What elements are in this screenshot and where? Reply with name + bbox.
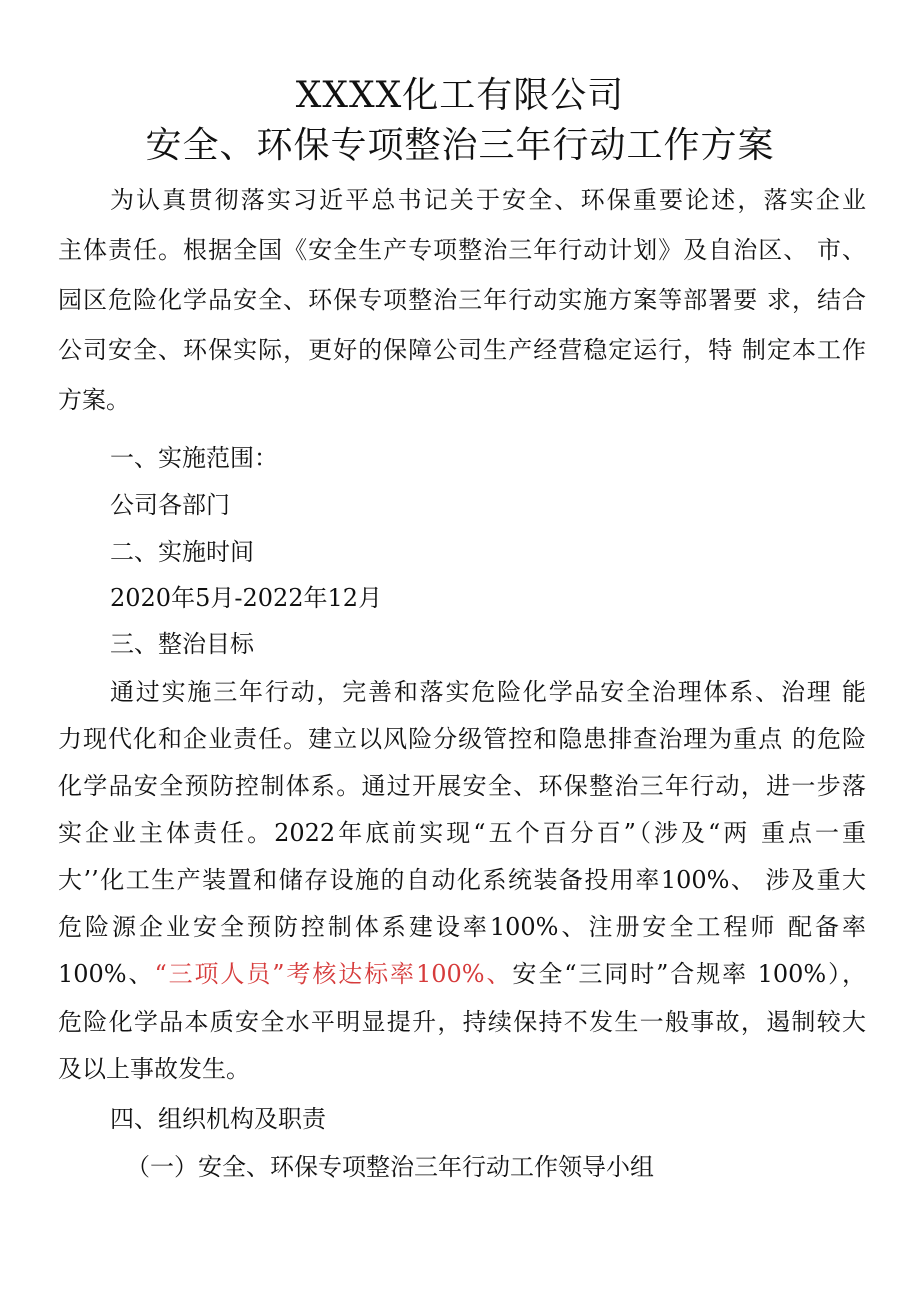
- intro-line-2: 主体责任。根据全国《安全生产专项整治三年行动计划》及自治区、 市、: [58, 236, 866, 264]
- intro-line-5: 方案。: [58, 386, 130, 414]
- goals-line-4: 实企业主体责任。2022年底前实现“五个百分百”（涉及“两 重点一重: [58, 819, 866, 847]
- goals-line-2: 力现代化和企业责任。建立以风险分级管控和隐患排查治理为重点 的危险: [58, 725, 866, 753]
- goals-line-3: 化学品安全预防控制体系。通过开展安全、环保整治三年行动，进一步落: [58, 772, 866, 800]
- goals-line-5: 大’’化工生产装置和储存设施的自动化系统装备投用率100%、 涉及重大: [58, 866, 866, 894]
- document-title-plan: 安全、环保专项整治三年行动工作方案: [145, 125, 775, 166]
- goals-highlight-text: “三项人员”考核达标率100%、: [154, 960, 513, 988]
- goals-line-1: 通过实施三年行动，完善和落实危险化学品安全治理体系、治理 能: [110, 678, 866, 706]
- intro-line-4: 公司安全、环保实际，更好的保障公司生产经营稳定运行，特 制定本工作: [58, 336, 866, 364]
- section-subheading-leadership-group: （一）安全、环保专项整治三年行动工作领导小组: [126, 1153, 654, 1181]
- intro-line-1: 为认真贯彻落实习近平总书记关于安全、环保重要论述，落实企业: [110, 186, 866, 214]
- goals-line-7-end: 安全“三同时”合规率 100%），: [512, 960, 866, 988]
- section-heading-organization: 四、组织机构及职责: [110, 1105, 326, 1133]
- section-heading-time: 二、实施时间: [110, 538, 254, 566]
- goals-line-6: 危险源企业安全预防控制体系建设率100%、注册安全工程师 配备率: [58, 913, 866, 941]
- section-content-time: 2020年5月-2022年12月: [110, 584, 383, 612]
- section-heading-scope: 一、实施范围：: [110, 444, 278, 472]
- intro-line-3: 园区危险化学品安全、环保专项整治三年行动实施方案等部署要 求，结合: [58, 286, 866, 314]
- goals-line-7-start: 100%、: [58, 960, 155, 988]
- section-heading-goals: 三、整治目标: [110, 630, 254, 658]
- goals-line-8: 危险化学品本质安全水平明显提升，持续保持不发生一般事故，遏制较大: [58, 1008, 866, 1036]
- section-content-scope: 公司各部门: [110, 491, 230, 519]
- goals-line-7: [58, 962, 866, 986]
- document-title-company: XXXX化工有限公司: [295, 75, 625, 116]
- goals-line-9: 及以上事故发生。: [58, 1055, 250, 1083]
